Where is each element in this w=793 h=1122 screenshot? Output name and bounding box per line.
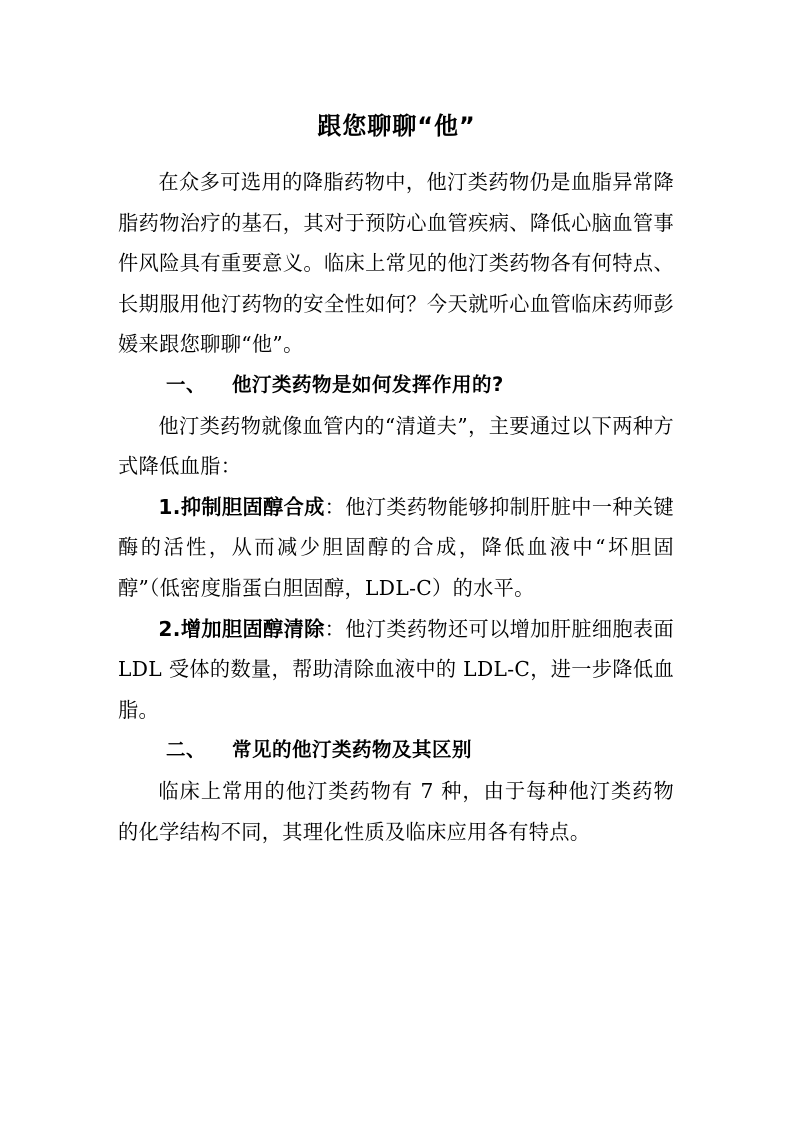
document-body [118, 162, 674, 852]
section-1-heading [118, 365, 674, 406]
point-1-lead: 1.抑制胆固醇合成 [158, 494, 325, 519]
section-1-point-1 [118, 487, 674, 609]
section-2-number: 二、 [166, 738, 207, 762]
section-1-number: 一、 [166, 372, 207, 396]
section-2-paragraph: 临床上常用的他汀类药物有 7 种，由于每种他汀类药物的化学结构不同，其理化性质及临床应用各有特点。 [118, 778, 674, 844]
point-2-lead: 2.增加胆固醇清除 [158, 616, 325, 641]
section-2-heading [118, 730, 674, 771]
section-1-point-2 [118, 609, 674, 731]
point-2-text: ：他汀类药物还可以增加肝脏细胞表面 LDL 受体的数量，帮助清除血液中的 LDL-C，进一步降低血脂。 [118, 616, 674, 722]
section-2-title: 常见的他汀类药物及其区别 [232, 738, 473, 762]
page-title: 跟您聊聊“他” [317, 112, 476, 140]
section-1-title: 他汀类药物是如何发挥作用的? [232, 372, 504, 396]
point-1-text: ：他汀类药物能够抑制肝脏中一种关键酶的活性，从而减少胆固醇的合成，降低血液中“坏胆固醇”（低密度脂蛋白胆固醇，LDL-C）的水平。 [118, 494, 674, 600]
intro-paragraph: 在众多可选用的降脂药物中，他汀类药物仍是血脂异常降脂药物治疗的基石，其对于预防心血管疾病、降低心脑血管事件风险具有重要意义。临床上常见的他汀类药物各有何特点、长期服用他汀药物的安全性如何？今天就听心血管临床药师彭媛来跟您聊聊“他”。 [118, 170, 674, 357]
section-1-intro: 他汀类药物就像血管内的“清道夫”，主要通过以下两种方式降低血脂： [118, 413, 674, 479]
